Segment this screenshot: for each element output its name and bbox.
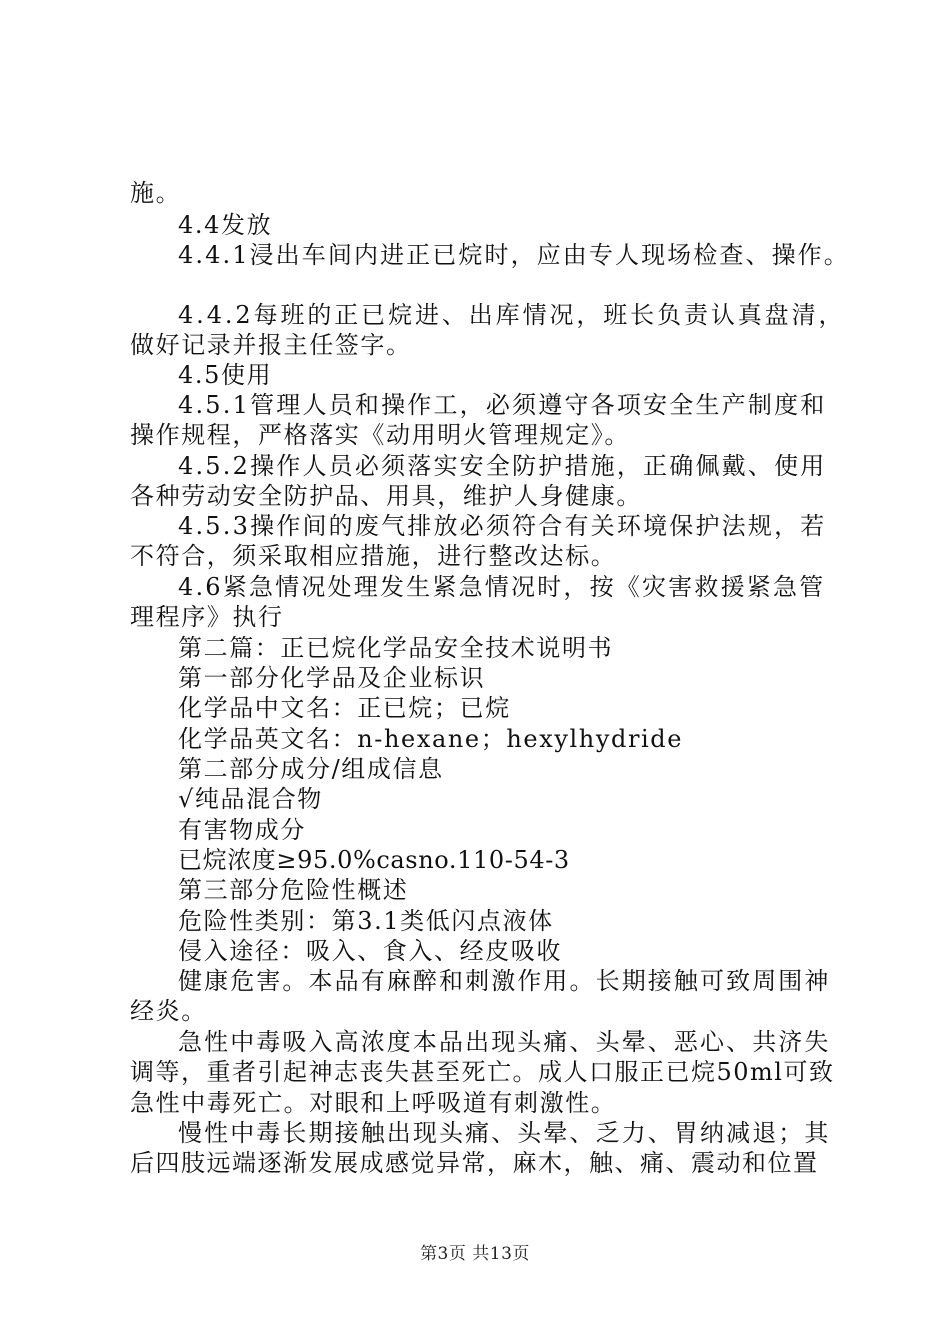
hazard-class-line: 危险性类别：第3.1类低闪点液体 <box>178 907 554 935</box>
exposure-route-line: 侵入途径：吸入、食入、经皮吸收 <box>178 937 562 965</box>
text-line: 调等，重者引起神志丧失甚至死亡。成人口服正已烷50ml可致 <box>130 1058 835 1086</box>
chinese-name-line: 化学品中文名：正已烷；已烷 <box>178 694 511 722</box>
checkbox-line: √纯品混合物 <box>178 785 323 813</box>
text-line: 4.5.1管理人员和操作工，必须遵守各项安全生产制度和 <box>178 391 827 419</box>
text-line: 急性中毒吸入高浓度本品出现头痛、头晕、恶心、共济失 <box>178 1028 831 1056</box>
text-line: 不符合，须采取相应措施，进行整改达标。 <box>130 542 617 570</box>
text-line: 4.5.2操作人员必须落实安全防护措施，正确佩戴、使用 <box>178 452 827 480</box>
concentration-line: 已烷浓度≥95.0%casno.110-54-3 <box>178 846 570 874</box>
text-line: 4.4.1浸出车间内进正已烷时，应由专人现场检查、操作。 <box>178 241 850 269</box>
section-heading: 4.4发放 <box>178 211 273 239</box>
part-heading: 第三部分危险性概述 <box>178 876 409 904</box>
english-name-line: 化学品英文名：n-hexane；hexylhydride <box>178 725 684 753</box>
chapter-heading: 第二篇：正已烷化学品安全技术说明书 <box>178 634 614 662</box>
text-line: 做好记录并报主任签字。 <box>130 331 412 359</box>
text-line: 理程序》执行 <box>130 603 284 631</box>
text-line: 急性中毒死亡。对眼和上呼吸道有刺激性。 <box>130 1089 617 1117</box>
part-heading: 第一部分化学品及企业标识 <box>178 664 486 692</box>
part-heading: 第二部分成分/组成信息 <box>178 755 444 783</box>
text-line: 经炎。 <box>130 997 207 1025</box>
text-line: 操作规程，严格落实《动用明火管理规定》。 <box>130 421 630 449</box>
section-heading: 4.5使用 <box>178 361 273 389</box>
text-line: 慢性中毒长期接触出现头痛、头晕、乏力、胃纳减退；其 <box>178 1119 831 1147</box>
text-line: 健康危害。本品有麻醉和刺激作用。长期接触可致周围神 <box>178 967 831 995</box>
text-line: 4.5.3操作间的废气排放必须符合有关环境保护法规，若 <box>178 512 827 540</box>
text-line: 施。 <box>130 179 182 207</box>
text-line: 各种劳动安全防护品、用具，维护人身健康。 <box>130 482 642 510</box>
text-line: 4.4.2每班的正已烷进、出库情况，班长负责认真盘清， <box>178 301 846 329</box>
text-line: 有害物成分 <box>178 816 306 844</box>
text-line: 后四肢远端逐渐发展成感觉异常，麻木，触、痛、震动和位置 <box>130 1149 819 1177</box>
section-heading: 4.6紧急情况处理发生紧急情况时，按《灾害救援紧急管 <box>178 573 826 601</box>
page-number-footer: 第3页 共13页 <box>420 1244 530 1264</box>
